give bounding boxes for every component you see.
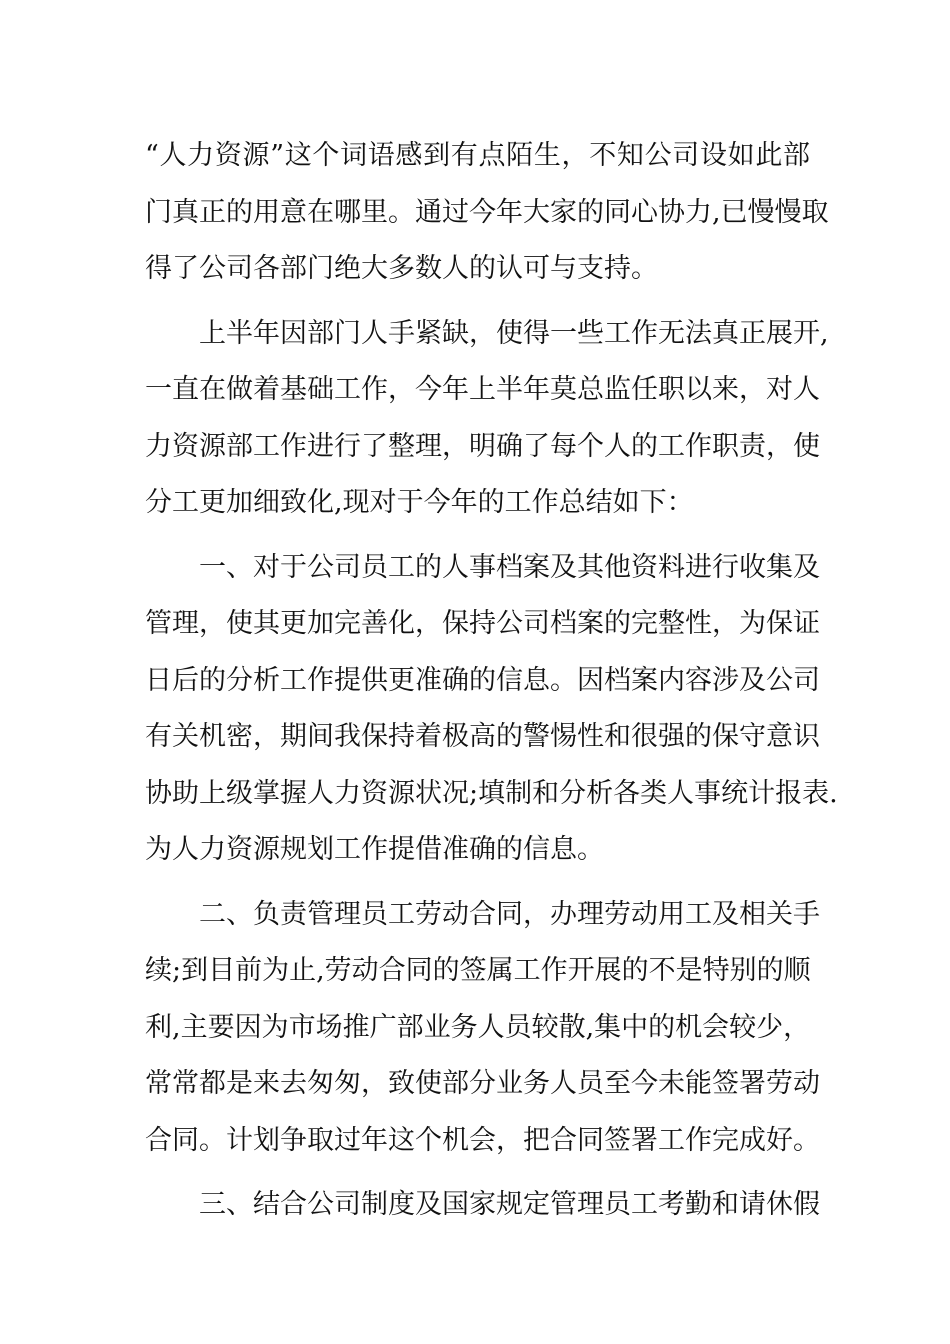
paragraph-4	[145, 887, 820, 1170]
paragraph-gap	[145, 298, 810, 306]
text-line: 分工更加细致化,现对于今年的工作总结如下：	[145, 487, 694, 518]
text-line: 三、结合公司制度及国家规定管理员工考勤和请休假	[145, 1189, 820, 1220]
text-line: “人力资源”这个词语感到有点陌生，不知公司设如此部	[145, 140, 810, 171]
text-line: 得了公司各部门绝大多数人的认可与支持。	[145, 253, 658, 284]
text-line: 利,主要因为市场推广部业务人员较散,集中的机会较少，	[145, 1011, 811, 1043]
text-line: 二、负责管理员工劳动合同，办理劳动用工及相关手	[145, 898, 820, 930]
text-line: 一直在做着基础工作，今年上半年莫总监任职以来，对人	[145, 374, 820, 405]
paragraph-5	[145, 1177, 820, 1234]
text-line: 有关机密，期间我保持着极高的警惕性和很强的保守意识	[145, 721, 820, 752]
text-line: 管理，使其更加完善化，保持公司档案的完整性，为保证	[145, 608, 820, 639]
text-line: 常常都是来去匆匆，致使部分业务人员至今未能签署劳动	[145, 1068, 820, 1099]
text-line: 续;到目前为止,劳动合同的签属工作开展的不是特别的顺	[145, 955, 811, 986]
text-line: 力资源部工作进行了整理，明确了每个人的工作职责，使	[145, 430, 820, 462]
text-line: 为人力资源规划工作提借准确的信息。	[145, 834, 604, 865]
paragraph-3	[145, 540, 838, 879]
document-body	[145, 128, 838, 1234]
text-line: 门真正的用意在哪里。通过今年大家的同心协力,已慢慢取	[145, 196, 829, 228]
text-line: 合同。计划争取过年这个机会，把合同签署工作完成好。	[145, 1124, 820, 1156]
text-line: 上半年因部门人手紧缺，使得一些工作无法真正展开,	[145, 317, 829, 349]
paragraph-gap	[145, 879, 810, 887]
text-line: 一、对于公司员工的人事档案及其他资料进行收集及	[145, 551, 820, 583]
paragraph-1	[145, 128, 829, 298]
text-line: 协助上级掌握人力资源状况;填制和分析各类人事统计报表.	[145, 777, 838, 809]
paragraph-2	[145, 306, 829, 532]
paragraph-gap	[145, 532, 810, 540]
paragraph-gap	[145, 1169, 810, 1177]
text-line: 日后的分析工作提供更准确的信息。因档案内容涉及公司	[145, 664, 820, 696]
